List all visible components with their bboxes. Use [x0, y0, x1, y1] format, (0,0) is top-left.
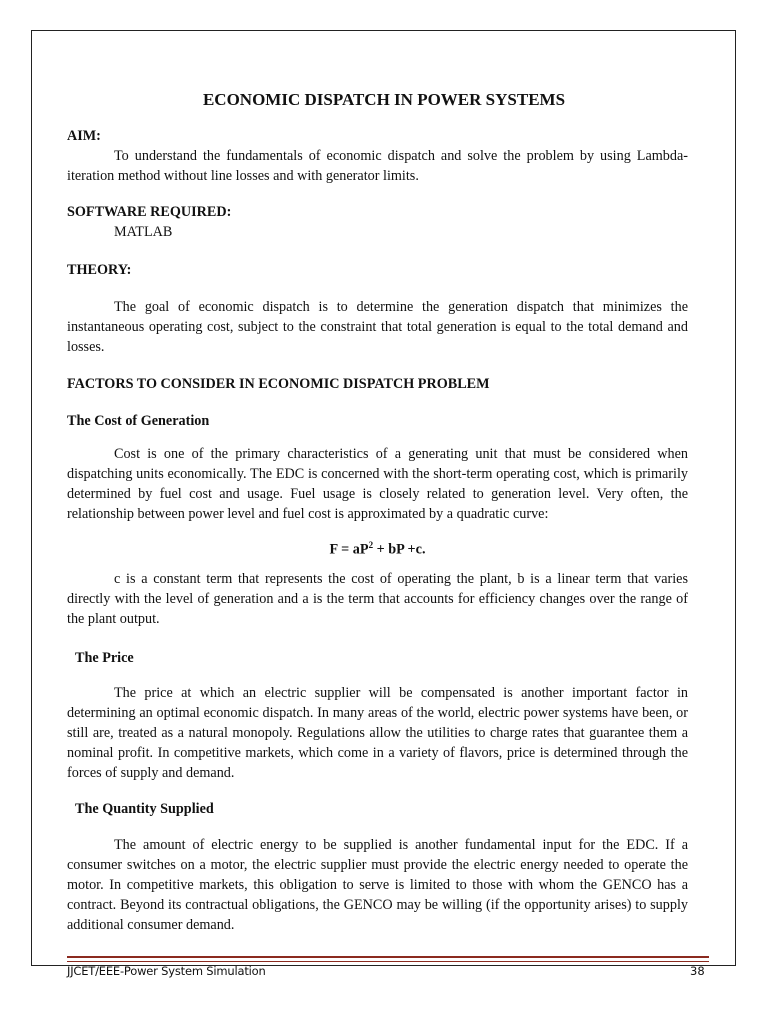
cost-equation — [67, 535, 688, 560]
aim-heading: AIM: — [67, 128, 101, 144]
quantity-heading: The Quantity Supplied — [75, 801, 214, 817]
theory-heading-text: THEORY: — [67, 262, 132, 278]
page-number: 38 — [690, 964, 705, 978]
cost-heading: The Cost of Generation — [67, 413, 210, 429]
theory-text: The goal of economic dispatch is to determine the generation dispatch that minimizes the instantaneous operating cost, subject to the constraint that total generation is equal to the total demand and losses. — [67, 299, 688, 355]
equation-part1: F = aP — [329, 541, 369, 558]
price-text: The price at which an electric supplier will be compensated is another important factor in determining an optimal economic dispatch. In many areas of the world, electric power systems have been, or still are, treated as a natural monopoly. Regulations allow the utilities to charge rates that guarantee them a nominal profit. In competitive markets, which come in a variety of flavors, price is determined through the forces of supply and demand. — [67, 685, 688, 781]
cost-explanation: c is a constant term that represents the cost of operating the plant, b is a linear term that varies directly with the level of generation and a is the term that accounts for efficiency changes over the range of the plant output. — [67, 571, 688, 627]
cost-text: Cost is one of the primary characteristics of a generating unit that must be considered when dispatching units economically. The EDC is concerned with the short-term operating cost, which is primarily determined by fuel cost and usage. Fuel usage is closely related to generation level. Very often, the relationship between power level and fuel cost is approximated by a quadratic curve: — [67, 446, 688, 522]
quantity-text: The amount of electric energy to be supplied is another fundamental input for the EDC. If a consumer switches on a motor, the electric supplier must provide the electric energy needed to operate the motor. In competitive markets, this obligation to serve is limited to those with whom the GENCO has a contract. Beyond its contractual obligations, the GENCO may be willing (if the opportunity arises) to supply additional consumer demand. — [67, 837, 688, 933]
footer-rule-thick — [67, 956, 709, 958]
page-title: ECONOMIC DISPATCH IN POWER SYSTEMS — [202, 90, 566, 109]
software-text: MATLAB — [114, 224, 173, 240]
aim-text: To understand the fundamentals of economic dispatch and solve the problem by using Lambda-iteration method without line losses and with generator limits. — [67, 148, 688, 184]
factors-heading: FACTORS TO CONSIDER IN ECONOMIC DISPATCH PROBLEM — [67, 376, 490, 392]
software-section — [67, 202, 688, 242]
software-heading: SOFTWARE REQUIRED: — [67, 204, 232, 220]
equation-part2: + bP +c. — [373, 541, 426, 558]
theory-heading — [67, 260, 688, 280]
price-heading: The Price — [75, 650, 134, 666]
equation-exponent: 2 — [368, 540, 374, 550]
footer-course-title: JJCET/EEE-Power System Simulation — [67, 964, 266, 978]
footer-rule-thin — [67, 961, 709, 962]
aim-section — [67, 126, 688, 186]
